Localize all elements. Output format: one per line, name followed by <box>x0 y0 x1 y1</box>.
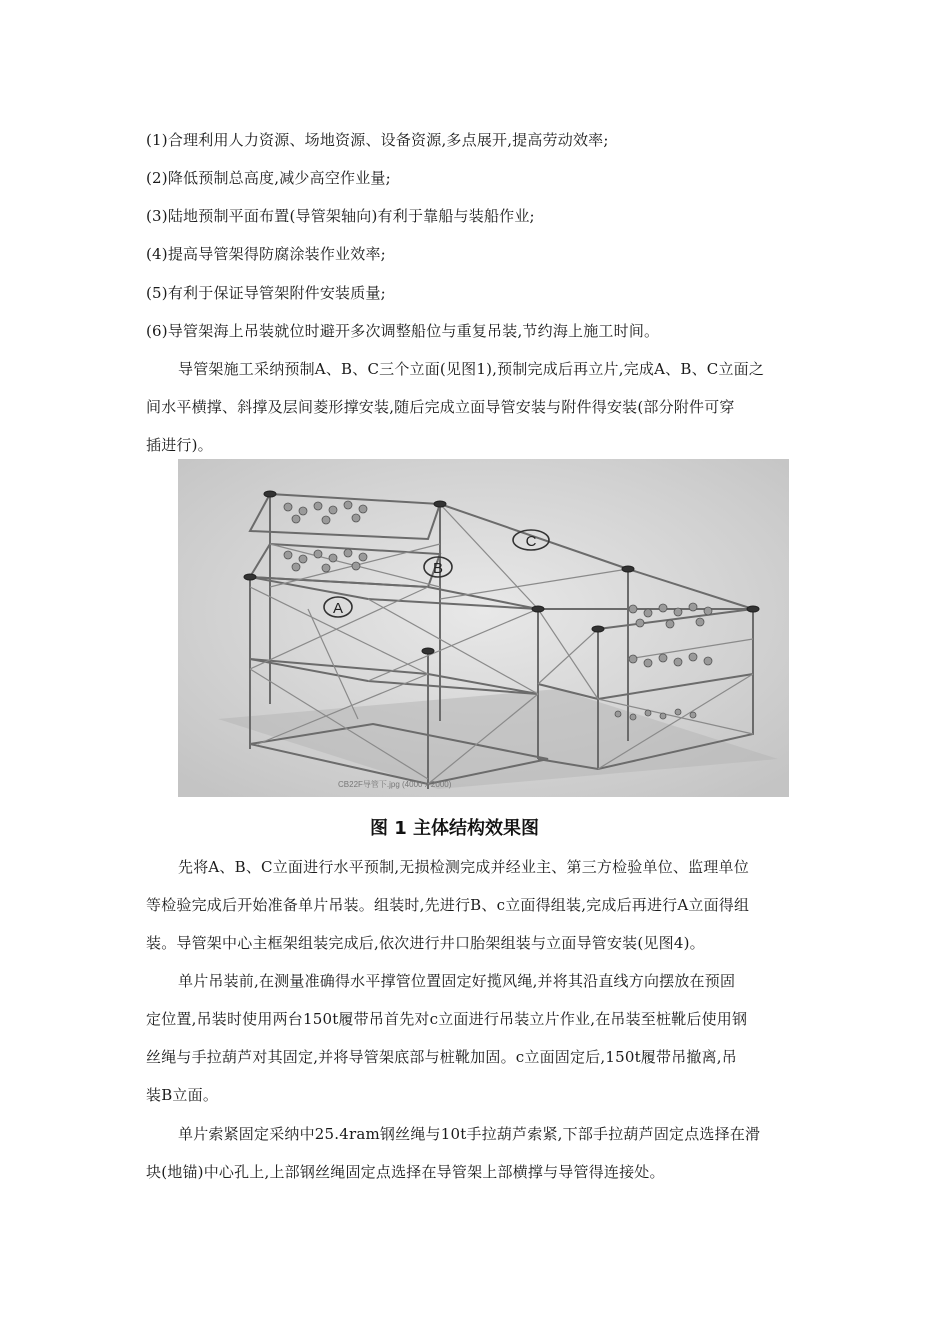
paragraph-line: 插进行)。 <box>146 436 213 454</box>
paragraph-line: 定位置,吊装时使用两台150t履带吊首先对c立面进行吊装立片作业,在吊装至桩靴后使用钢 <box>146 1010 748 1028</box>
paragraph-line: 单片吊装前,在测量准确得水平撑管位置固定好揽风绳,并将其沿直线方向摆放在预固 <box>178 972 736 990</box>
image-watermark: CB22F导管下.jpg (4000 x 2000) <box>338 780 452 789</box>
paragraph-line: 块(地锚)中心孔上,上部钢丝绳固定点选择在导管架上部横撑与导管得连接处。 <box>146 1163 665 1181</box>
paragraph-line: 等检验完成后开始准备单片吊装。组装时,先进行B、c立面得组装,完成后再进行A立面得组 <box>146 896 750 914</box>
svg-text:A: A <box>332 600 344 617</box>
structure-render-image <box>178 459 789 797</box>
list-item: (4)提高导管架得防腐涂装作业效率; <box>146 245 386 263</box>
list-item: (6)导管架海上吊装就位时避开多次调整船位与重复吊装,节约海上施工时间。 <box>146 322 660 340</box>
paragraph-line: 先将A、B、C立面进行水平预制,无损检测完成并经业主、第三方检验单位、监理单位 <box>178 858 749 876</box>
paragraph-line: 装B立面。 <box>146 1086 219 1104</box>
paragraph-line: 单片索紧固定采纳中25.4ram钢丝绳与10t手拉葫芦索紧,下部手拉葫芦固定点选择在滑 <box>178 1125 761 1143</box>
list-item: (2)降低预制总高度,减少高空作业量; <box>146 169 391 187</box>
svg-text:C: C <box>525 533 537 550</box>
figure-caption: 图 1 主体结构效果图 <box>370 818 540 839</box>
list-item: (1)合理利用人力资源、场地资源、设备资源,多点展开,提高劳动效率; <box>146 131 609 149</box>
paragraph-line: 导管架施工采纳预制A、B、C三个立面(见图1),预制完成后再立片,完成A、B、C立面之 <box>178 360 765 378</box>
paragraph-line: 装。导管架中心主框架组装完成后,依次进行井口胎架组装与立面导管安装(见图4)。 <box>146 934 705 952</box>
paragraph-line: 丝绳与手拉葫芦对其固定,并将导管架底部与桩靴加固。c立面固定后,150t履带吊撤离,吊 <box>146 1048 737 1066</box>
paragraph-line: 间水平横撑、斜撑及层间菱形撑安装,随后完成立面导管安装与附件得安装(部分附件可穿 <box>146 398 735 416</box>
list-item: (5)有利于保证导管架附件安装质量; <box>146 284 386 302</box>
svg-text:B: B <box>432 560 444 577</box>
list-item: (3)陆地预制平面布置(导管架轴向)有利于靠船与装船作业; <box>146 207 535 225</box>
